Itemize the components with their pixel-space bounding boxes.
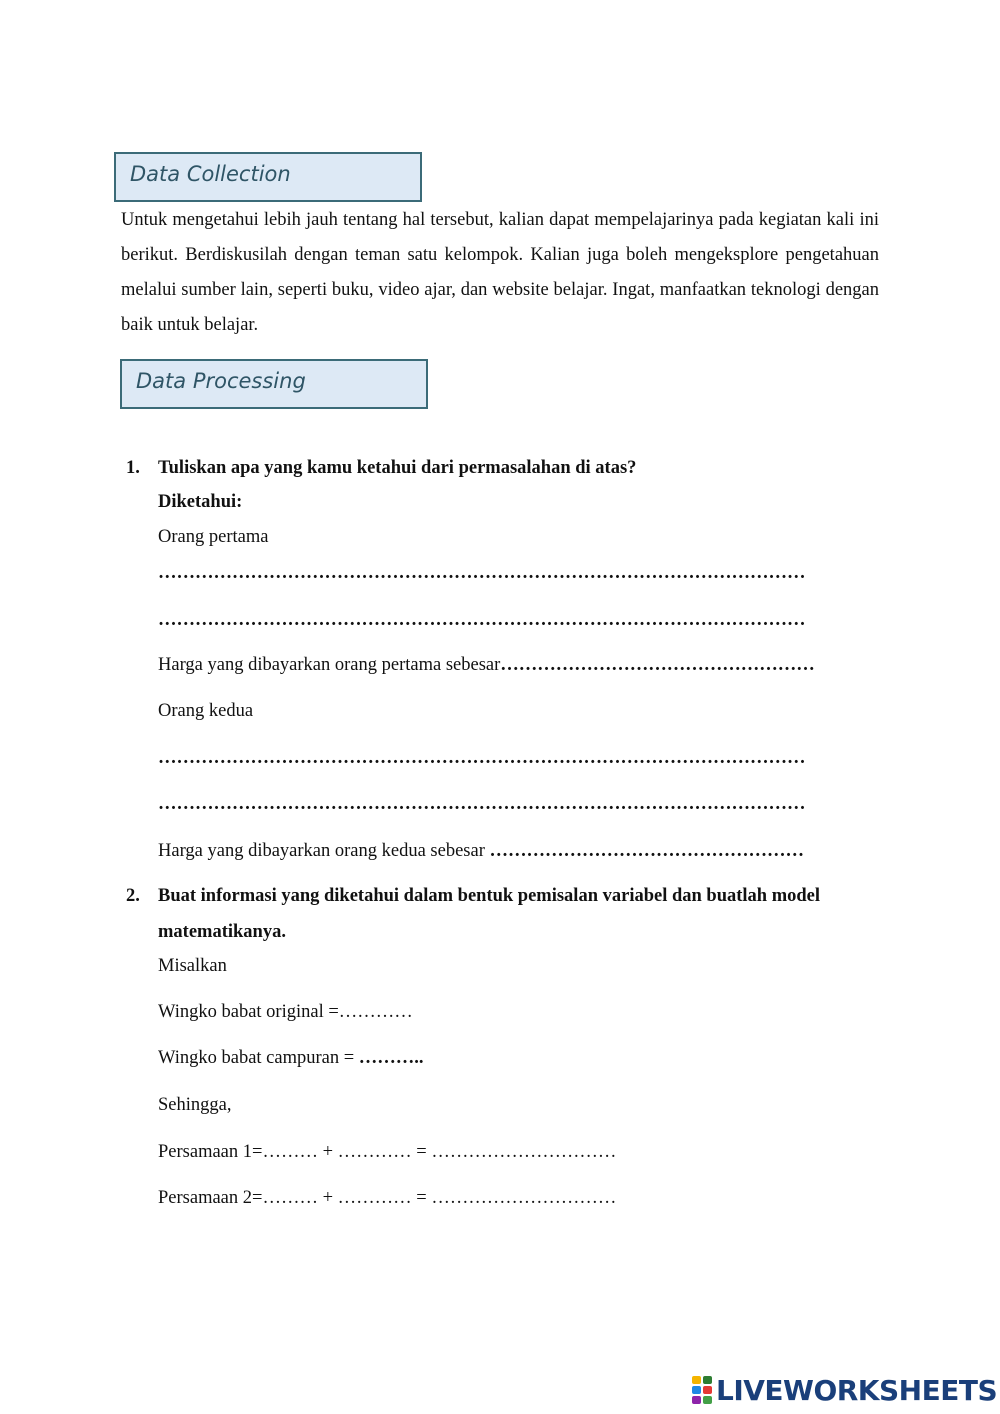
q2-suppose-label: Misalkan <box>158 956 227 976</box>
logo-block-2 <box>703 1376 712 1384</box>
eq1-blank-a[interactable]: ……… <box>262 1142 318 1162</box>
q2-question-line1: Buat informasi yang diketahui dalam bentuk pemisalan variabel dan buatlah model <box>158 886 821 906</box>
q2-number: 2. <box>126 886 140 906</box>
logo-block-1 <box>692 1376 701 1384</box>
eq1-equals: = <box>416 1142 427 1162</box>
eq1-label: Persamaan 1= <box>158 1142 263 1162</box>
q1-answer-line-3[interactable]: …………………………………………………………………………………………… <box>158 748 806 768</box>
q1-person2-label: Orang kedua <box>158 701 254 721</box>
q1-person1-label: Orang pertama <box>158 527 269 547</box>
data-processing-title: Data Processing <box>136 369 306 393</box>
q2-therefore-label: Sehingga, <box>158 1095 232 1115</box>
q2-original-blank[interactable]: ………… <box>338 1002 413 1022</box>
q1-price1-label: Harga yang dibayarkan orang pertama sebesar <box>158 655 501 675</box>
q2-campuran-row <box>158 1048 424 1069</box>
q1-price2-label: Harga yang dibayarkan orang kedua sebesar <box>158 841 485 861</box>
q2-question-line2: matematikanya. <box>158 922 286 942</box>
eq1-blank-b[interactable]: ………… <box>337 1142 412 1162</box>
eq1-blank-c[interactable]: ………………………… <box>431 1142 617 1162</box>
eq2-blank-c[interactable]: ………………………… <box>431 1188 617 1208</box>
q2-equation-1 <box>158 1142 616 1163</box>
q1-price1-row <box>158 655 815 676</box>
eq2-plus: + <box>322 1188 334 1208</box>
q1-price2-row <box>158 841 804 862</box>
q1-price2-blank[interactable]: …………………………………………… <box>489 841 804 861</box>
q2-original-row <box>158 1002 413 1023</box>
data-collection-title: Data Collection <box>130 162 291 186</box>
intro-paragraph: Untuk mengetahui lebih jauh tentang hal tersebut, kalian dapat mempelajarinya pada kegiatan kali ini berikut. Berdiskusilah dengan teman satu kelompok. Kalian juga boleh mengeksplore pengetahuan melalui sumber lain, seperti buku, video ajar, dan website belajar. Ingat, manfaatkan teknologi dengan baik untuk belajar. <box>121 210 879 335</box>
q1-price1-blank[interactable]: …………………………………………… <box>500 655 815 675</box>
logo-block-4 <box>703 1386 712 1394</box>
logo-block-6 <box>703 1396 712 1404</box>
data-collection-header <box>114 152 422 202</box>
q1-answer-line-4[interactable]: …………………………………………………………………………………………… <box>158 794 806 814</box>
eq2-equals: = <box>416 1188 427 1208</box>
q1-answer-line-1[interactable]: …………………………………………………………………………………………… <box>158 563 806 583</box>
liveworksheets-logo <box>692 1373 997 1407</box>
q1-known-label: Diketahui: <box>158 492 243 512</box>
q2-campuran-label: Wingko babat campuran = <box>158 1048 355 1068</box>
q2-campuran-blank[interactable]: ……….. <box>358 1048 424 1068</box>
data-processing-header <box>120 359 428 409</box>
q2-equation-2 <box>158 1188 616 1209</box>
logo-block-5 <box>692 1396 701 1404</box>
q1-answer-line-2[interactable]: …………………………………………………………………………………………… <box>158 610 806 630</box>
q2-original-label: Wingko babat original = <box>158 1002 339 1022</box>
eq2-label: Persamaan 2= <box>158 1188 263 1208</box>
eq2-blank-b[interactable]: ………… <box>337 1188 412 1208</box>
q1-number: 1. <box>126 458 140 478</box>
liveworksheets-logo-icon <box>692 1376 712 1404</box>
eq2-blank-a[interactable]: ……… <box>262 1188 318 1208</box>
eq1-plus: + <box>322 1142 334 1162</box>
logo-block-3 <box>692 1386 701 1394</box>
liveworksheets-logo-text: LIVEWORKSHEETS <box>716 1373 998 1407</box>
q1-question: Tuliskan apa yang kamu ketahui dari permasalahan di atas? <box>158 458 637 478</box>
